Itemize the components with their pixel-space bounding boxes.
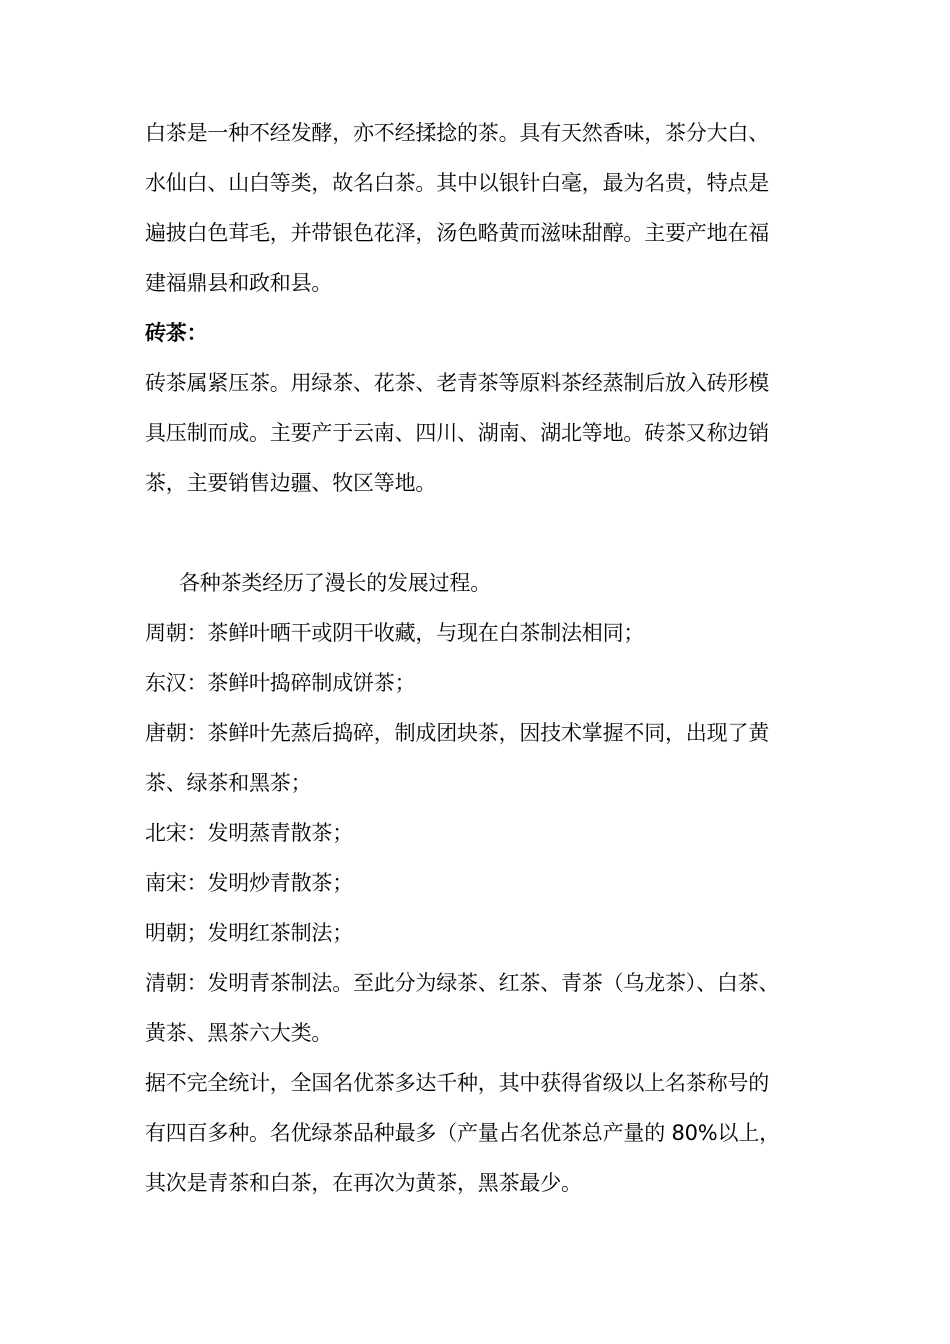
history-line: 北宋：发明蒸青散茶； [145,821,353,845]
statistics-section [145,1058,813,1208]
paragraph-line: 遍披白色茸毛，并带银色花泽，汤色略黄而滋味甜醇。主要产地在福 [145,221,769,245]
history-line: 明朝；发明红茶制法； [145,921,353,945]
history-line: 南宋：发明炒青散茶； [145,871,353,895]
paragraph-spacer [145,508,813,558]
paragraph-line: 建福鼎县和政和县。 [145,271,333,295]
paragraph-line: 水仙白、山白等类，故名白茶。其中以银针白毫，最为名贵，特点是 [145,171,769,195]
history-section [145,558,813,1058]
paragraph-line: 白茶是一种不经发酵，亦不经揉捻的茶。具有天然香味，茶分大白、 [145,121,769,145]
paragraph-line: 有四百多种。名优绿茶品种最多（产量占名优茶总产量的 80%以上， [145,1121,780,1145]
brick-tea-section [145,308,813,508]
paragraph-line: 其次是青茶和白茶，在再次为黄茶，黑茶最少。 [145,1171,582,1195]
white-tea-section [145,108,813,308]
document-page [145,108,813,1208]
history-line: 周朝：茶鲜叶晒干或阴干收藏，与现在白茶制法相同； [145,621,645,645]
paragraph-line: 砖茶属紧压茶。用绿茶、花茶、老青茶等原料茶经蒸制后放入砖形模 [145,371,769,395]
history-line: 茶、绿茶和黑茶； [145,771,312,795]
paragraph-line: 具压制而成。主要产于云南、四川、湖南、湖北等地。砖茶又称边销 [145,421,769,445]
history-line: 唐朝：茶鲜叶先蒸后捣碎，制成团块茶，因技术掌握不同，出现了黄 [145,721,769,745]
paragraph-line: 茶，主要销售边疆、牧区等地。 [145,471,437,495]
paragraph-line: 据不完全统计，全国名优茶多达千种，其中获得省级以上名茶称号的 [145,1071,769,1095]
history-line: 清朝：发明青茶制法。至此分为绿茶、红茶、青茶（乌龙茶）、白茶、 [145,971,780,995]
section-heading: 砖茶： [145,321,208,345]
history-intro: 各种茶类经历了漫长的发展过程。 [179,571,491,595]
history-line: 东汉：茶鲜叶捣碎制成饼茶； [145,671,416,695]
history-line: 黄茶、黑茶六大类。 [145,1021,333,1045]
